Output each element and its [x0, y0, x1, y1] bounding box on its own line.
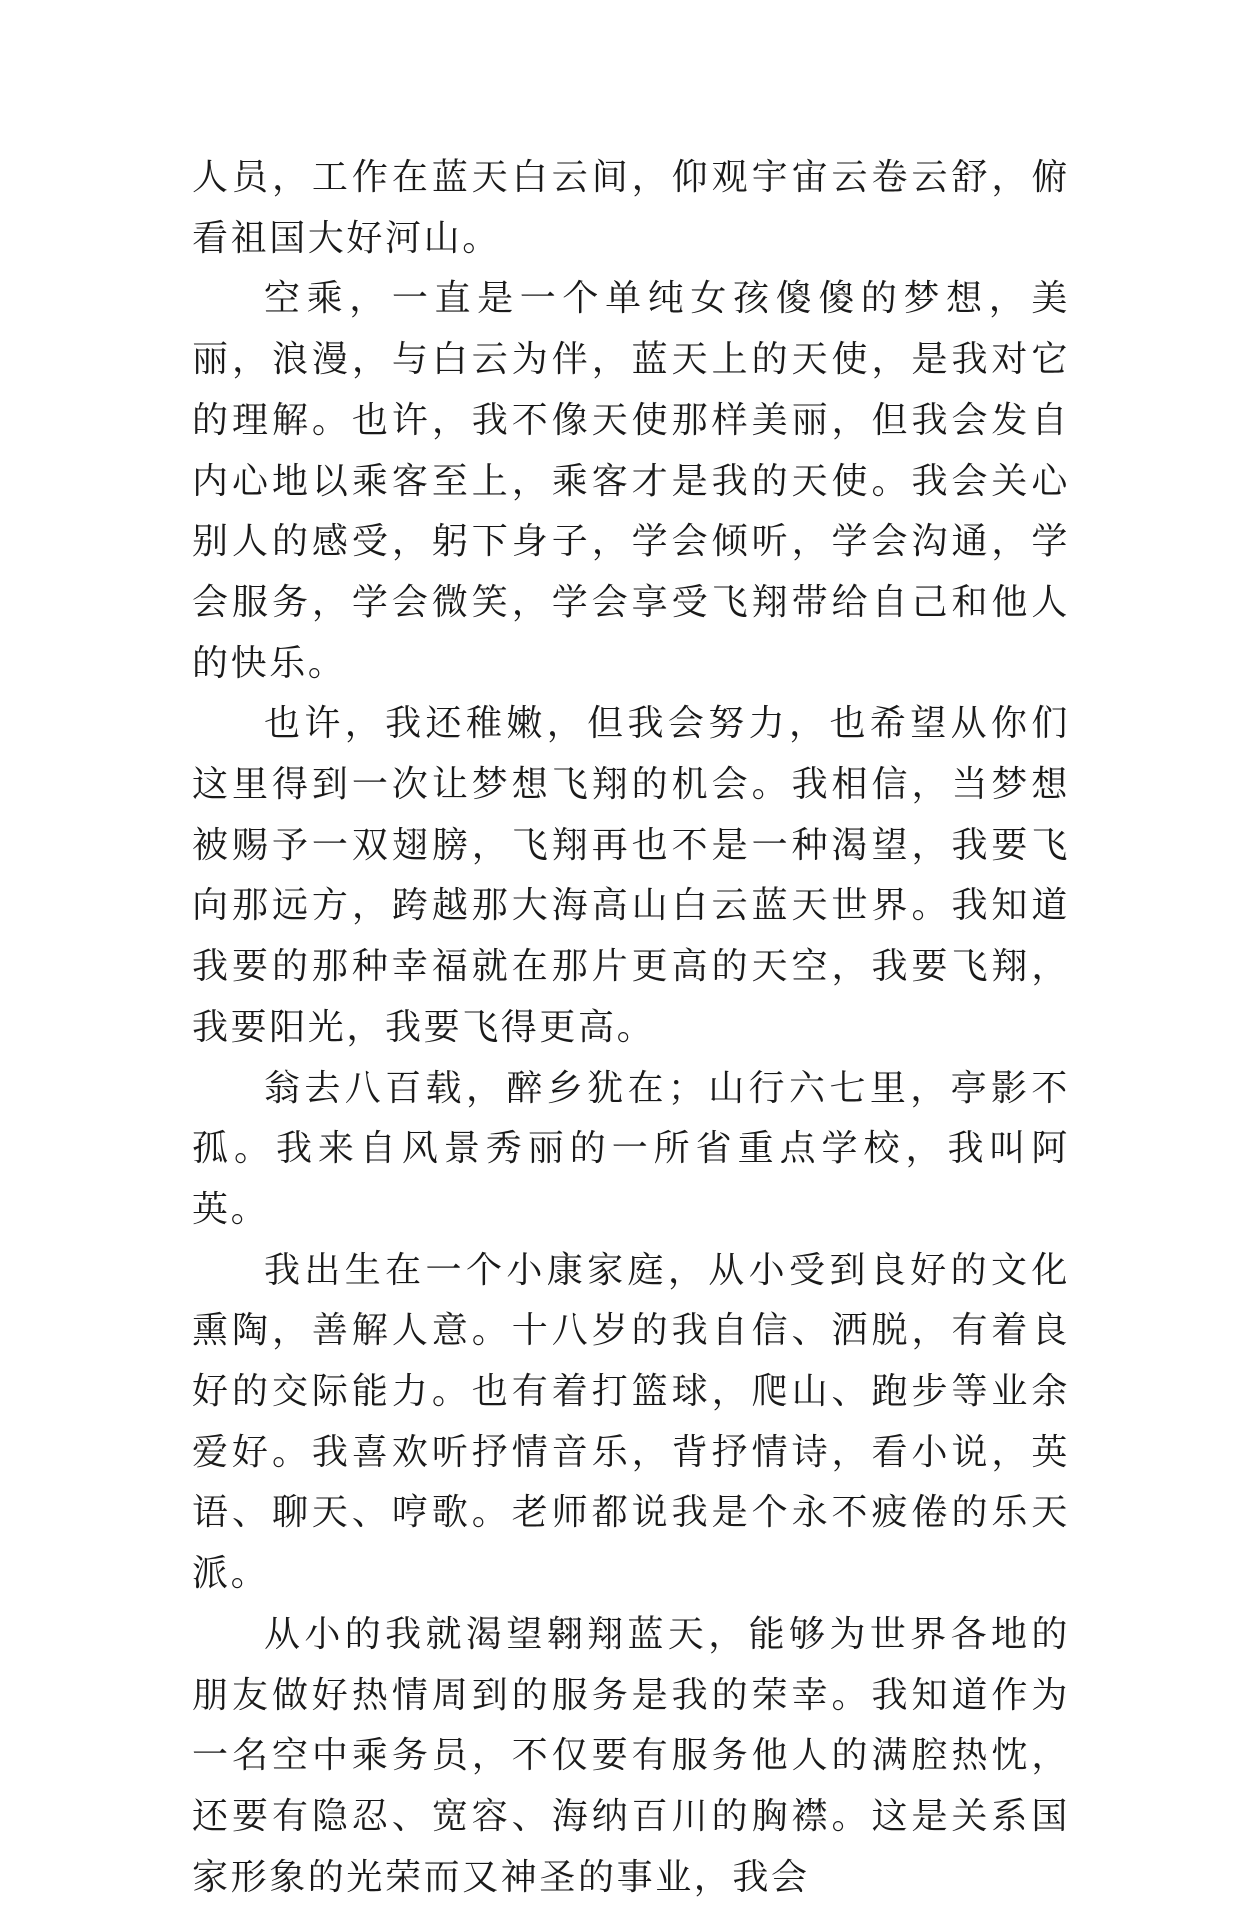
paragraph-aspiration: 从小的我就渴望翱翔蓝天，能够为世界各地的朋友做好热情周到的服务是我的荣幸。我知道作为一名空中乘务员，不仅要有服务他人的满腔热忱，还要有隐忍、宽容、海纳百川的胸襟。这是关系国家形象的光荣而又神圣的事业，我会	[192, 1613, 1070, 1898]
paragraph-background: 我出生在一个小康家庭，从小受到良好的文化熏陶，善解人意。十八岁的我自信、洒脱，有着良好的交际能力。也有着打篮球，爬山、跑步等业余爱好。我喜欢听抒情音乐，背抒情诗，看小说，英语、聊天、哼歌。老师都说我是个永不疲倦的乐天派。	[192, 1249, 1070, 1595]
paragraph-continuation: 人员，工作在蓝天白云间，仰观宇宙云卷云舒，俯看祖国大好河山。	[192, 157, 1070, 259]
paragraph-dream: 空乘，一直是一个单纯女孩傻傻的梦想，美丽，浪漫，与白云为伴，蓝天上的天使，是我对它的理解。也许，我不像天使那样美丽，但我会发自内心地以乘客至上，乘客才是我的天使。我会关心别人的感受，躬下身子，学会倾听，学会沟通，学会服务，学会微笑，学会享受飞翔带给自己和他人的快乐。	[192, 278, 1070, 684]
paragraph-effort: 也许，我还稚嫩，但我会努力，也希望从你们这里得到一次让梦想飞翔的机会。我相信，当梦想被赐予一双翅膀，飞翔再也不是一种渴望，我要飞向那远方，跨越那大海高山白云蓝天世界。我知道我要的那种幸福就在那片更高的天空，我要飞翔，我要阳光，我要飞得更高。	[192, 703, 1070, 1048]
document-body	[192, 148, 1070, 1908]
paragraph-introduction: 翁去八百载，醉乡犹在；山行六七里，亭影不孤。我来自风景秀丽的一所省重点学校，我叫阿英。	[192, 1067, 1070, 1230]
